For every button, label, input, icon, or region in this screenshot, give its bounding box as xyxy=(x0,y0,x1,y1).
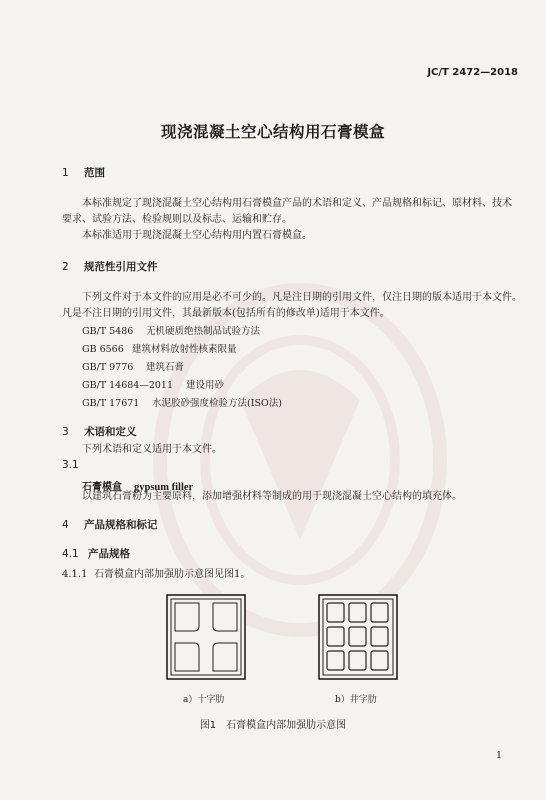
grid-rib-diagram xyxy=(318,594,398,680)
section-1-heading xyxy=(62,165,105,180)
document-title: 现浇混凝土空心结构用石膏模盒 xyxy=(160,123,385,141)
reference-title: 建设用砂 xyxy=(186,380,225,391)
reference-item xyxy=(82,341,237,355)
reference-title: 无机硬质绝热制品试验方法 xyxy=(146,326,261,337)
clause-4-1-1 xyxy=(62,567,250,583)
term-english: gypsum filler xyxy=(134,482,194,493)
standard-code: JC/T 2472—2018 xyxy=(427,67,518,78)
clause-text: 石膏模盒内部加强肋示意图见图1。 xyxy=(94,569,251,580)
reference-code: GB/T 9776 xyxy=(82,362,134,373)
reference-item xyxy=(82,377,224,391)
figure-subcaption-a: a）十字肋 xyxy=(183,695,225,705)
section-number: 3 xyxy=(62,426,69,438)
figure-subcaption-b: b）井字肋 xyxy=(335,695,377,705)
paragraph: 本标准适用于现浇混凝土空心结构用内置石膏模盒。 xyxy=(82,230,312,241)
paragraph: 下列文件对于本文件的应用是必不可少的。凡是注日期的引用文件，仅注日期的版本适用于本文件。 xyxy=(82,292,522,303)
reference-code: GB 6566 xyxy=(82,344,124,355)
subsection-title: 产品规格 xyxy=(88,548,130,560)
clause-number: 4.1.1 xyxy=(62,569,88,580)
term-chinese: 石膏模盒 xyxy=(82,482,122,493)
term-definition: 以建筑石膏粉为主要原料，添加增强材料等制成的用于现浇混凝土空心结构的填充体。 xyxy=(82,491,462,502)
reference-title: 水泥胶砂强度检验方法(ISO法) xyxy=(152,398,282,409)
section-3-heading xyxy=(62,424,137,439)
section-2-heading xyxy=(62,259,158,274)
section-title: 范围 xyxy=(84,167,105,179)
section-title: 产品规格和标记 xyxy=(84,519,158,531)
paragraph: 本标准规定了现浇混凝土空心结构用石膏模盒产品的术语和定义、产品规格和标记、原材料、技术 xyxy=(82,198,512,209)
reference-item xyxy=(82,359,184,373)
paragraph: 要求、试验方法、检验规则以及标志、运输和贮存。 xyxy=(62,214,292,225)
reference-code: GB/T 17671 xyxy=(82,398,140,409)
reference-code: GB/T 14684—2011 xyxy=(82,380,174,391)
reference-item xyxy=(82,395,282,409)
section-number: 1 xyxy=(62,167,69,179)
paragraph: 下列术语和定义适用于本文件。 xyxy=(82,444,222,455)
reference-code: GB/T 5486 xyxy=(82,326,134,337)
subsection-4-1-heading xyxy=(62,546,130,561)
section-title: 规范性引用文件 xyxy=(84,261,158,273)
section-title: 术语和定义 xyxy=(84,426,137,438)
reference-item xyxy=(82,323,260,337)
reference-title: 建筑材料放射性核素限量 xyxy=(132,344,237,355)
page-number: 1 xyxy=(495,750,502,761)
figure-caption: 图1 石膏模盒内部加强肋示意图 xyxy=(199,720,347,731)
section-number: 2 xyxy=(62,261,69,273)
subsection-number: 4.1 xyxy=(62,548,79,560)
reference-title: 建筑石膏 xyxy=(146,362,185,373)
section-4-heading xyxy=(62,517,158,532)
section-number: 4 xyxy=(62,519,69,531)
term-number: 3.1 xyxy=(62,459,79,471)
cross-rib-diagram xyxy=(166,594,246,680)
paragraph: 凡是不注日期的引用文件，其最新版本(包括所有的修改单)适用于本文件。 xyxy=(62,308,390,319)
